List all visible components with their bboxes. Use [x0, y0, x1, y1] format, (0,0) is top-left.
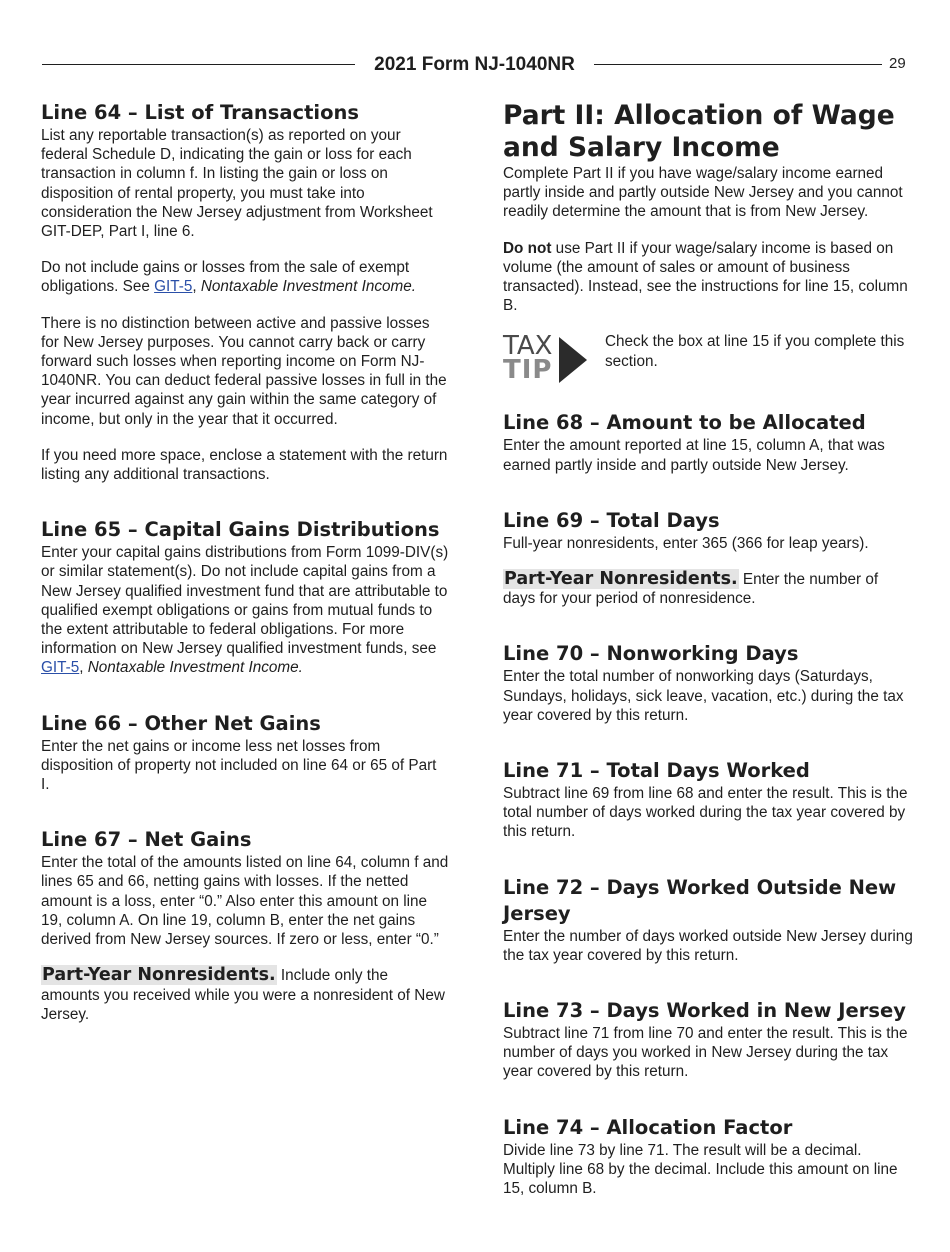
form-title: 2021 Form NJ-1040NR — [374, 54, 575, 75]
line-71-paragraph: Subtract line 69 from line 68 and enter the result. This is the total number of days worked during the tax year covered by this return. — [503, 785, 908, 841]
do-not-bold: Do not — [503, 239, 552, 257]
part-2-heading: Part II: Allocation of Wage and Salary Income — [503, 100, 895, 163]
section-line-72 — [503, 875, 913, 965]
line-65-paragraph — [41, 543, 449, 677]
line-67-part-year-note — [41, 966, 449, 1024]
section-line-70 — [503, 641, 913, 725]
line-69-paragraph: Full-year nonresidents, enter 365 (366 for leap years). — [503, 534, 869, 552]
tax-tip-word-tip: TIP — [503, 355, 553, 386]
heading-line-65: Line 65 – Capital Gains Distributions — [41, 518, 440, 542]
tax-tip — [503, 333, 913, 387]
section-line-67 — [41, 827, 449, 1024]
line-64-paragraph-4: If you need more space, enclose a statement with the return listing any additional transactions. — [41, 446, 448, 484]
section-line-71 — [503, 758, 913, 842]
part-2-paragraph-1: Complete Part II if you have wage/salary income earned partly inside and partly outside New Jersey and you cannot readily determine the amount that is from New Jersey. — [503, 165, 903, 221]
header-rule-left — [42, 64, 355, 65]
tax-tip-text: Check the box at line 15 if you complete this section. — [605, 333, 905, 370]
line-65-italic: Nontaxable Investment Income. — [87, 659, 303, 677]
part-2-p2-text: use Part II if your wage/salary income is based on volume (the amount of sales or amount of business transacted). Instead, see the instructions for line 15, column B. — [503, 239, 908, 315]
line-67-paragraph: Enter the total of the amounts listed on line 64, column f and lines 65 and 66, netting gains with losses. If the netted amount is a loss, enter “0.” Also enter this amount on line 19, column A. On line 19, column B, enter the net gains derived from New Jersey sources. If zero or less, enter “0.” — [41, 854, 449, 949]
section-line-65 — [41, 517, 449, 677]
line-64-paragraph-3: There is no distinction between active and passive losses for New Jersey purposes. You cannot carry back or carry forward such losses when reporting income on Form NJ-1040NR. You can deduct federal passive losses in full in the year incurred against any gain within the same category of income, but only in the year that it occurred. — [41, 314, 447, 428]
header-rule-right — [594, 64, 882, 65]
part-2-paragraph-2 — [503, 239, 913, 316]
heading-line-70: Line 70 – Nonworking Days — [503, 642, 799, 666]
line-65-text: Enter your capital gains distributions from Form 1099-DIV(s) or similar statement(s). Do not include capital gains from a New Jersey qualified investment fund that are attributable to qualified exempt obligations or gains from mutual funds to the extent attributable to federal obligations. For more information on New Jersey qualified investment funds, see — [41, 544, 449, 658]
line-70-paragraph: Enter the total number of nonworking days (Saturdays, Sundays, holidays, sick leave, vacation, etc.) during the tax year covered by this return. — [503, 668, 904, 724]
heading-line-68: Line 68 – Amount to be Allocated — [503, 411, 866, 435]
line-69-part-year-note — [503, 570, 913, 608]
section-line-74 — [503, 1115, 913, 1199]
section-part-2 — [503, 100, 913, 387]
part-year-text: Enter the number of days for your period of nonresidence. — [503, 571, 879, 608]
heading-line-64: Line 64 – List of Transactions — [41, 101, 359, 124]
line-64-p2-italic: Nontaxable Investment Income. — [200, 278, 416, 296]
heading-line-72: Line 72 – Days Worked Outside New Jersey — [503, 875, 897, 925]
git-5-link[interactable]: GIT-5 — [154, 278, 193, 296]
section-line-66 — [41, 711, 449, 795]
line-64-paragraph-2 — [41, 258, 449, 296]
tax-tip-word-tax: TAX — [503, 331, 553, 362]
line-73-paragraph: Subtract line 71 from line 70 and enter the result. This is the number of days you worked in New Jersey during the tax year covered by this return. — [503, 1025, 908, 1081]
part-year-text: Include only the amounts you received while you were a nonresident of New Jersey. — [41, 967, 445, 1023]
section-line-68 — [503, 410, 913, 474]
line-74-paragraph: Divide line 73 by line 71. The result will be a decimal. Multiply line 68 by the decimal. Include this amount on line 15, column B. — [503, 1141, 898, 1198]
heading-line-73: Line 73 – Days Worked in New Jersey — [503, 999, 906, 1023]
line-64-p2-text: Do not include gains or losses from the sale of exempt obligations. See — [41, 259, 410, 296]
git-5-link[interactable]: GIT-5 — [41, 659, 80, 677]
heading-line-74: Line 74 – Allocation Factor — [503, 1115, 793, 1139]
section-line-64 — [41, 100, 449, 484]
heading-line-66: Line 66 – Other Net Gains — [41, 711, 321, 735]
line-64-p2-sep: , — [192, 278, 201, 296]
line-66-paragraph: Enter the net gains or income less net losses from disposition of property not included on line 64 or 65 of Part I. — [41, 737, 437, 794]
tax-tip-logo — [503, 333, 591, 387]
section-line-73 — [503, 998, 913, 1082]
page-header — [42, 52, 910, 78]
heading-line-69: Line 69 – Total Days — [503, 508, 720, 532]
right-column — [503, 100, 913, 1198]
part-year-label: Part-Year Nonresidents. — [42, 965, 276, 986]
section-line-69 — [503, 508, 913, 609]
line-64-paragraph-1: List any reportable transaction(s) as reported on your federal Schedule D, indicating the gain or loss for each transaction in column f. In listing the gain or loss on disposition of rental property, you must take into consideration the New Jersey adjustment from Worksheet GIT-DEP, Part I, line 6. — [41, 127, 433, 241]
line-72-paragraph: Enter the number of days worked outside New Jersey during the tax year covered by this return. — [503, 927, 913, 964]
left-column — [41, 100, 449, 1024]
heading-line-67: Line 67 – Net Gains — [41, 828, 252, 852]
line-65-sep: , — [79, 659, 88, 677]
heading-line-71: Line 71 – Total Days Worked — [503, 759, 810, 783]
play-arrow-icon — [559, 337, 587, 383]
page-number: 29 — [889, 55, 906, 72]
part-year-label: Part-Year Nonresidents. — [504, 569, 738, 590]
line-68-paragraph: Enter the amount reported at line 15, column A, that was earned partly inside and partly outside New Jersey. — [503, 437, 885, 474]
